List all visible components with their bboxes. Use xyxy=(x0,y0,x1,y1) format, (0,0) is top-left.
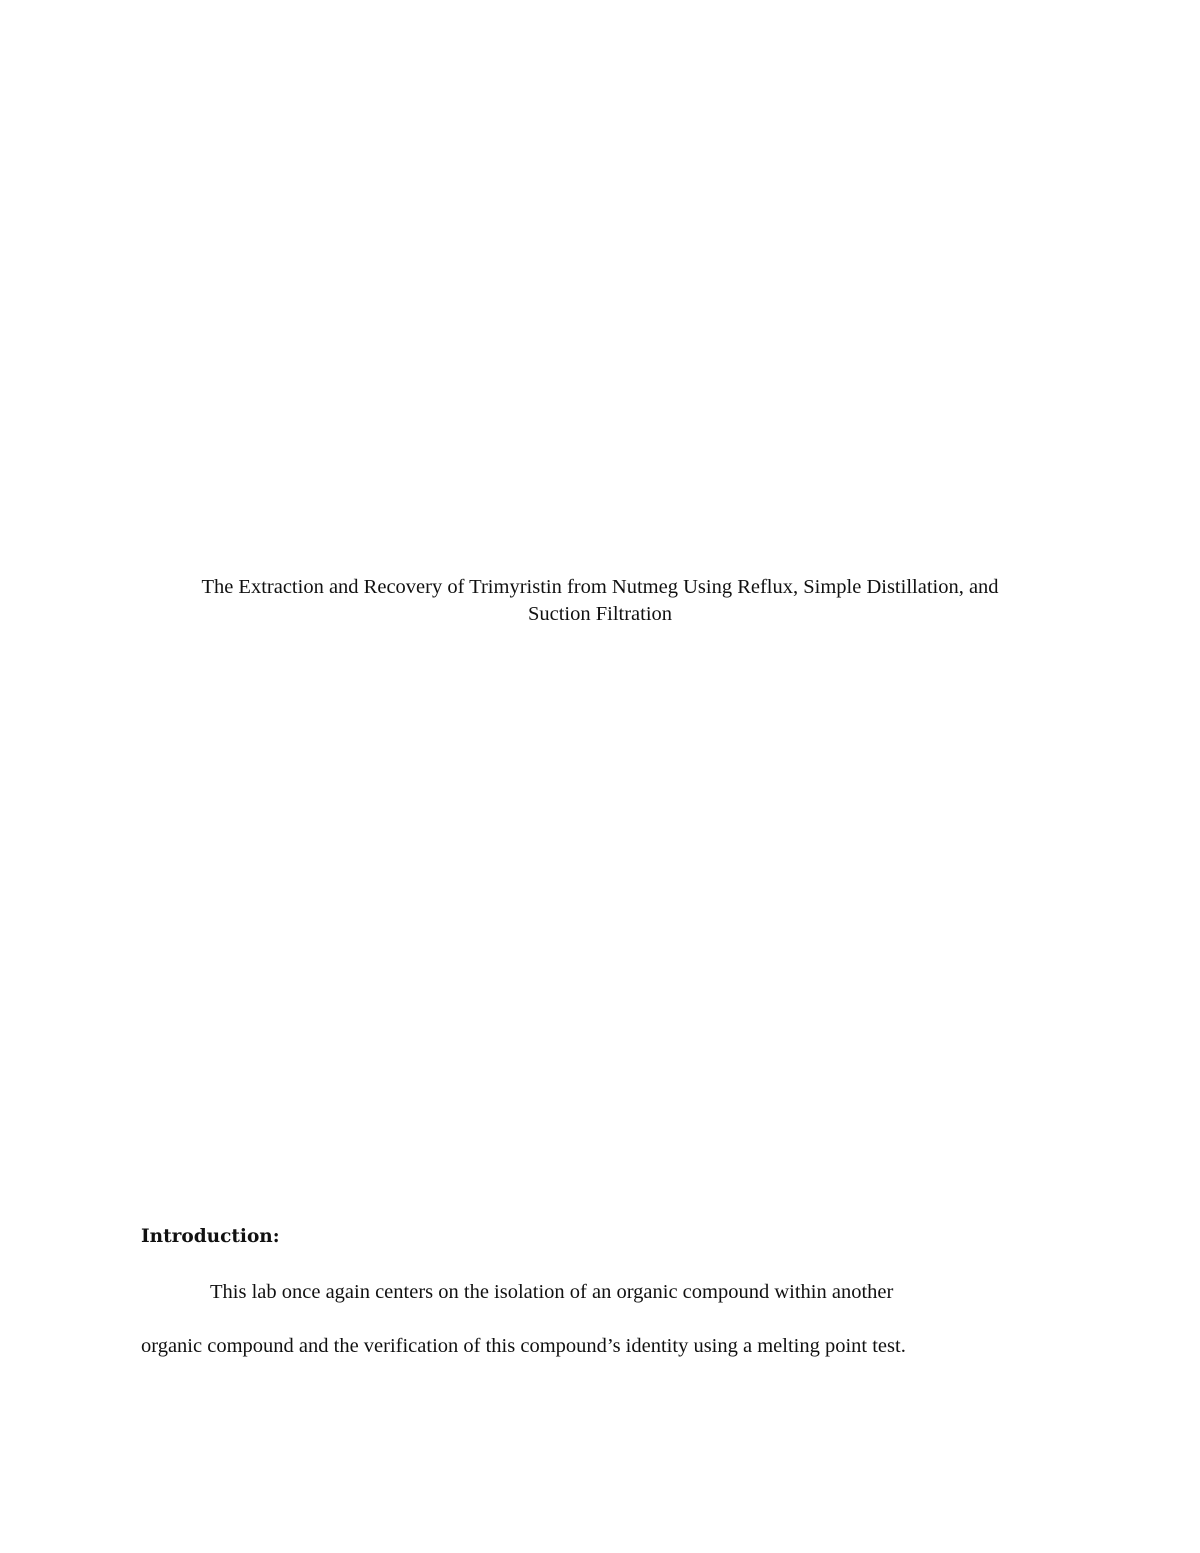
title-line: The Extraction and Recovery of Trimyristin from Nutmeg Using Reflux, Simple Distillation, and xyxy=(201,576,999,598)
introduction-paragraph-line: organic compound and the verification of this compound’s identity using a melting point test. xyxy=(141,1335,906,1357)
title-line: Suction Filtration xyxy=(527,603,673,625)
introduction-paragraph-line: This lab once again centers on the isolation of an organic compound within another xyxy=(210,1281,894,1303)
document-title xyxy=(120,574,1080,628)
introduction-heading: Introduction: xyxy=(141,1226,280,1247)
